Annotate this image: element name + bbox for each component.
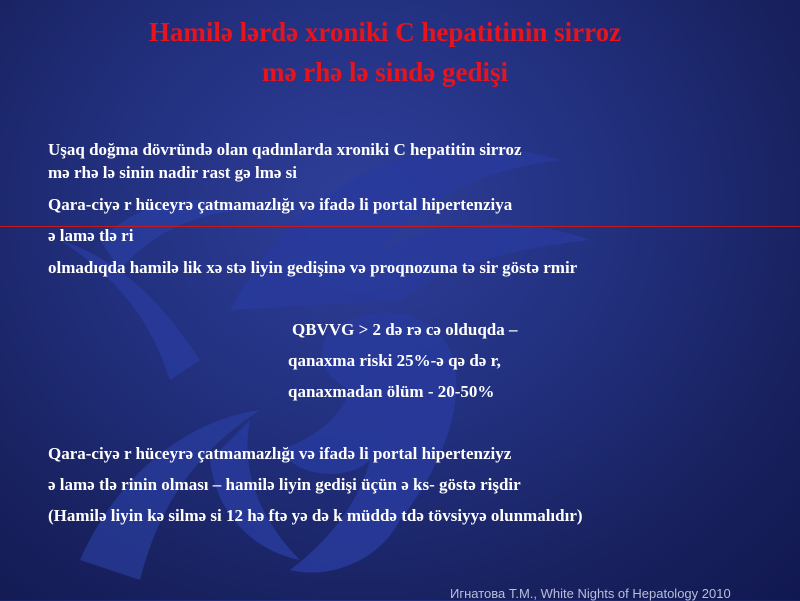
risk-line: QBVVG > 2 də rə cə olduqda – xyxy=(292,320,518,339)
footer-citation: Игнатова Т.М., White Nights of Hepatology 2010 xyxy=(450,586,731,601)
paragraph2-line: ə lamə tlə rinin olması – hamilə liyin gedişi üçün ə ks- göstə rişdir xyxy=(48,475,521,494)
paragraph1-line: ə lamə tlə ri xyxy=(48,226,134,245)
slide-title xyxy=(40,12,730,92)
risk-line: qanaxma riski 25%-ə qə də r, xyxy=(288,351,501,370)
paragraph1-line: mə rhə lə sinin nadir rast gə lmə si xyxy=(48,163,297,182)
paragraph1-line: olmadıqda hamilə lik xə stə liyin gedişinə və proqnozuna tə sir göstə rmir xyxy=(48,258,578,277)
paragraph2-line: (Hamilə liyin kə silmə si 12 hə ftə yə də k müddə tdə tövsiyyə olunmalıdır) xyxy=(48,506,583,525)
title-line-1: Hamilə lərdə xroniki C hepatitinin sirroz xyxy=(148,17,622,47)
title-line-2: mə rhə lə sində gedişi xyxy=(262,57,508,87)
paragraph2-line: Qara-ciyə r hüceyrə çatmamazlığı və ifadə li portal hipertenziyz xyxy=(48,444,512,463)
risk-line: qanaxmadan ölüm - 20-50% xyxy=(288,382,495,401)
paragraph1-line: Uşaq doğma dövründə olan qadınlarda xroniki C hepatitin sirroz xyxy=(48,140,522,159)
paragraph1-line: Qara-ciyə r hüceyrə çatmamazlığı və ifadə li portal hipertenziya xyxy=(48,195,513,214)
